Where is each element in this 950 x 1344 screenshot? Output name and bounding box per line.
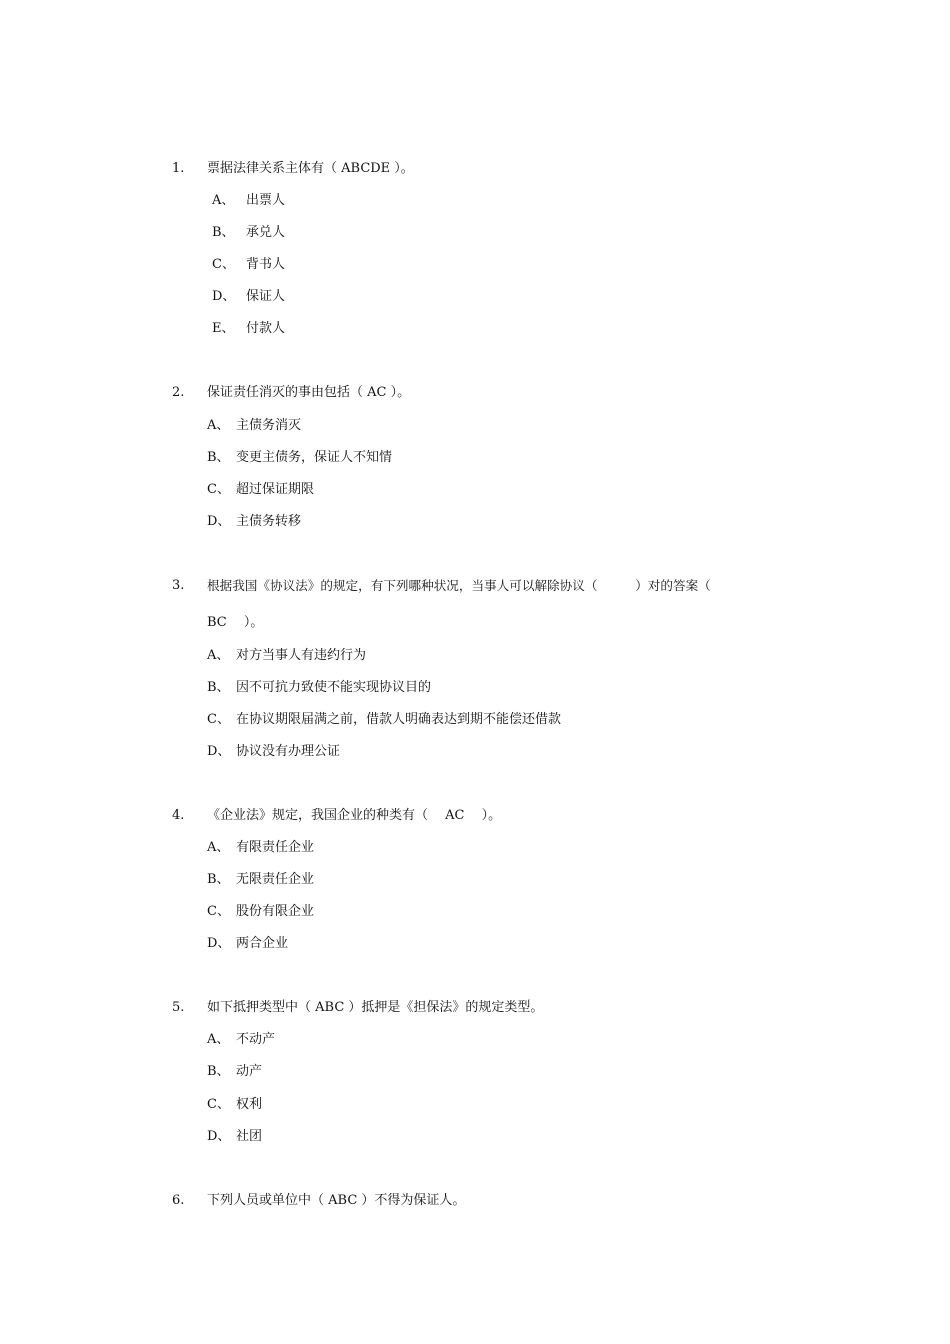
option-text: 社团 [236, 1129, 263, 1144]
option-text: 承兑人 [246, 225, 286, 240]
option-letter: A、 [207, 840, 230, 855]
option-letter: B、 [212, 225, 235, 240]
option-text: 超过保证期限 [236, 482, 315, 497]
option-text: 股份有限企业 [236, 904, 315, 919]
option-text: 背书人 [246, 257, 286, 272]
option-text: 变更主债务，保证人不知情 [236, 450, 393, 465]
option-text: 权利 [236, 1097, 263, 1112]
question-text: 《企业法》规定，我国企业的种类有（ AC ）。 [207, 808, 502, 823]
option-letter: E、 [212, 321, 235, 336]
option-letter: B、 [207, 1064, 230, 1079]
option-text: 付款人 [246, 321, 286, 336]
question-text: 如下抵押类型中（ ABC ）抵押是《担保法》的规定类型。 [207, 1000, 544, 1015]
question-number: 5. [172, 1000, 185, 1015]
option-letter: D、 [207, 514, 231, 529]
option-letter: A、 [212, 193, 235, 208]
option-letter: A、 [207, 1032, 230, 1047]
option-text: 有限责任企业 [236, 840, 315, 855]
option-letter: B、 [207, 872, 230, 887]
option-text: 无限责任企业 [236, 872, 315, 887]
option-text: 因不可抗力致使不能实现协议目的 [236, 680, 432, 695]
question-number: 2. [172, 385, 185, 400]
option-letter: C、 [207, 712, 230, 727]
question-text: 票据法律关系主体有（ ABCDE ）。 [207, 161, 414, 176]
option-text: 保证人 [246, 289, 286, 304]
option-letter: D、 [212, 289, 236, 304]
option-letter: C、 [207, 904, 230, 919]
option-letter: C、 [212, 257, 235, 272]
option-text: 动产 [236, 1064, 263, 1079]
option-letter: D、 [207, 744, 231, 759]
option-text: 不动产 [236, 1032, 276, 1047]
option-text: 主债务消灭 [236, 418, 302, 433]
question-text: 根据我国《协议法》的规定，有下列哪种状况，当事人可以解除协议（ ）对的答案（ [207, 578, 711, 593]
option-letter: B、 [207, 450, 230, 465]
option-letter: C、 [207, 1097, 230, 1112]
option-text: 在协议期限届满之前，借款人明确表达到期不能偿还借款 [236, 712, 562, 727]
question-text-continued: BC ）。 [207, 615, 264, 630]
question-text: 下列人员或单位中（ ABC ）不得为保证人。 [207, 1193, 466, 1208]
option-text: 主债务转移 [236, 514, 302, 529]
option-letter: A、 [207, 648, 230, 663]
option-letter: D、 [207, 1129, 231, 1144]
option-letter: B、 [207, 680, 230, 695]
option-text: 协议没有办理公证 [236, 744, 341, 759]
option-letter: C、 [207, 482, 230, 497]
option-text: 出票人 [246, 193, 286, 208]
question-number: 6. [172, 1193, 185, 1208]
question-text: 保证责任消灭的事由包括（ AC ）。 [207, 385, 411, 400]
option-text: 两合企业 [236, 936, 289, 951]
question-number: 3. [172, 578, 185, 593]
option-letter: A、 [207, 418, 230, 433]
option-letter: D、 [207, 936, 231, 951]
option-text: 对方当事人有违约行为 [236, 648, 367, 663]
question-number: 4. [172, 808, 185, 823]
question-number: 1. [172, 161, 185, 176]
